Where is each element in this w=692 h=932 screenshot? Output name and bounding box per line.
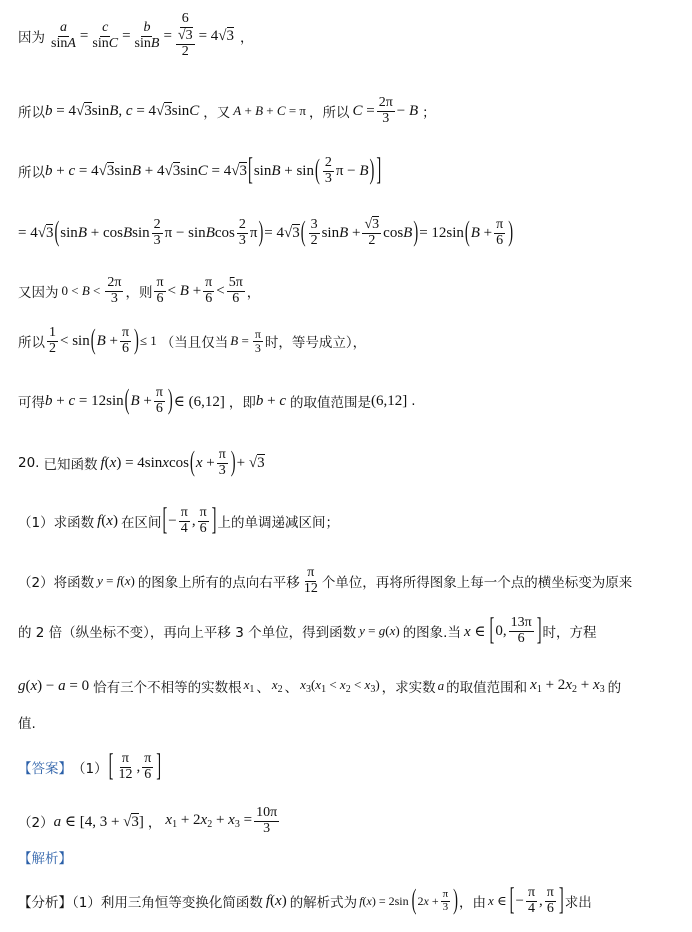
- line-7: 可得 b + c = 12sin ( B + $\frac{\pi}{6}$ ) ∈ (6,12] ，即 b + c 的取值范围是 (6,12] .: [18, 384, 416, 417]
- line-5: 又因为 0 < B < $\frac{2\pi}{3}$ ，则 $\frac{\pi}{6}$ < B + $\frac{\pi}{6}$ < $\frac{5\pi}{6}$ ，: [18, 275, 261, 306]
- question-2-line-1: （2）将函数 y = f(x) 的图象上所有的点向右平移 $\frac{\pi}{12}$ 个单位，再将所得图象上每一个点的横坐标变为原来: [18, 565, 633, 596]
- problem-number: 20.: [18, 455, 40, 472]
- line-6: 所以 $\frac{1}{2}$ < sin ( B + $\frac{\pi}{6}$ ) ≤ 1 （当且仅当 B = $\frac{\pi}{3}$ 时，等号成立），: [18, 324, 367, 357]
- answer-line-1: 【答案】 （1） [ $\frac{\pi}{12}$ , $\frac{\pi}{6}$ ]: [18, 748, 162, 784]
- analysis-tag: 【解析】: [18, 851, 72, 867]
- answer-line-2: （2） a ∈ [4, 3 + √3] ， $x_1 + 2x_2 + x_3$ = $\frac{10\pi}{3}$: [18, 805, 278, 836]
- line-1: 因为 $\frac{a}{\sin A}$ = $\frac{c}{\sin C}$ = $\frac{b}{\sin B}$ = 6 √3 2 = 4√3 ，: [18, 11, 254, 60]
- analysis-tag-line: [18, 847, 72, 867]
- line-4: = 4√3 ( sinB + cosBsin $\frac{2}{3}$ π − sinBcos $\frac{2}{3}$ π ) = 4√3 ( $\frac{3}{2}$ sinB + $\frac{√3}{2}$ cosB ) = 12sin ( B + $\frac{\pi}{6}$ ): [18, 216, 514, 249]
- line-3: 所以 b + c = 4√3sinB + 4√3sinC = 4√3 [ sinB + sin ( $\frac{2}{3}$ π − B ) ]: [18, 152, 382, 188]
- answer-tag: 【答案】: [18, 761, 72, 778]
- question-1: （1）求函数 f(x) 在区间 [ − $\frac{\pi}{4}$ , $\frac{\pi}{6}$ ] 上的单调递减区间；: [18, 502, 339, 538]
- question-2-line-4: 值.: [18, 716, 36, 732]
- problem-20-statement: 20. 已知函数 f(x) = 4sinxcos ( x + $\frac{\pi}{3}$ ) + √3: [18, 446, 265, 479]
- question-2-line-3: g(x) − a = 0 恰有三个不相等的实数根 $x_1$ 、 $x_2$ 、 $x_3(x_1 < x_2 < x_3)$ ，求实数 a 的取值范围和 $x_1 + 2x_2 + x_3$ 的: [18, 677, 622, 696]
- analysis-line-1: 【分析】（1）利用三角恒等变换化简函数 f(x) 的解析式为 f(x) = 2sin ( 2x + $\frac{\pi}{3}$ ) ，由 x ∈ [ − $\frac{\pi}{4}$ , $\frac{\pi}{6}$ ] 求出: [18, 882, 592, 918]
- line-2: 所以 b = 4√3sinB, c = 4√3sinC ，又 A + B + C = π ，所以 C = $\frac{2\pi}{3}$ − B ；: [18, 95, 436, 126]
- question-2-line-2: 的 2 倍（纵坐标不变），再向上平移 3 个单位，得到函数 y = g(x) 的图象.当 x ∈ [ 0, $\frac{13\pi}{6}$ ] 时，方程: [18, 612, 597, 648]
